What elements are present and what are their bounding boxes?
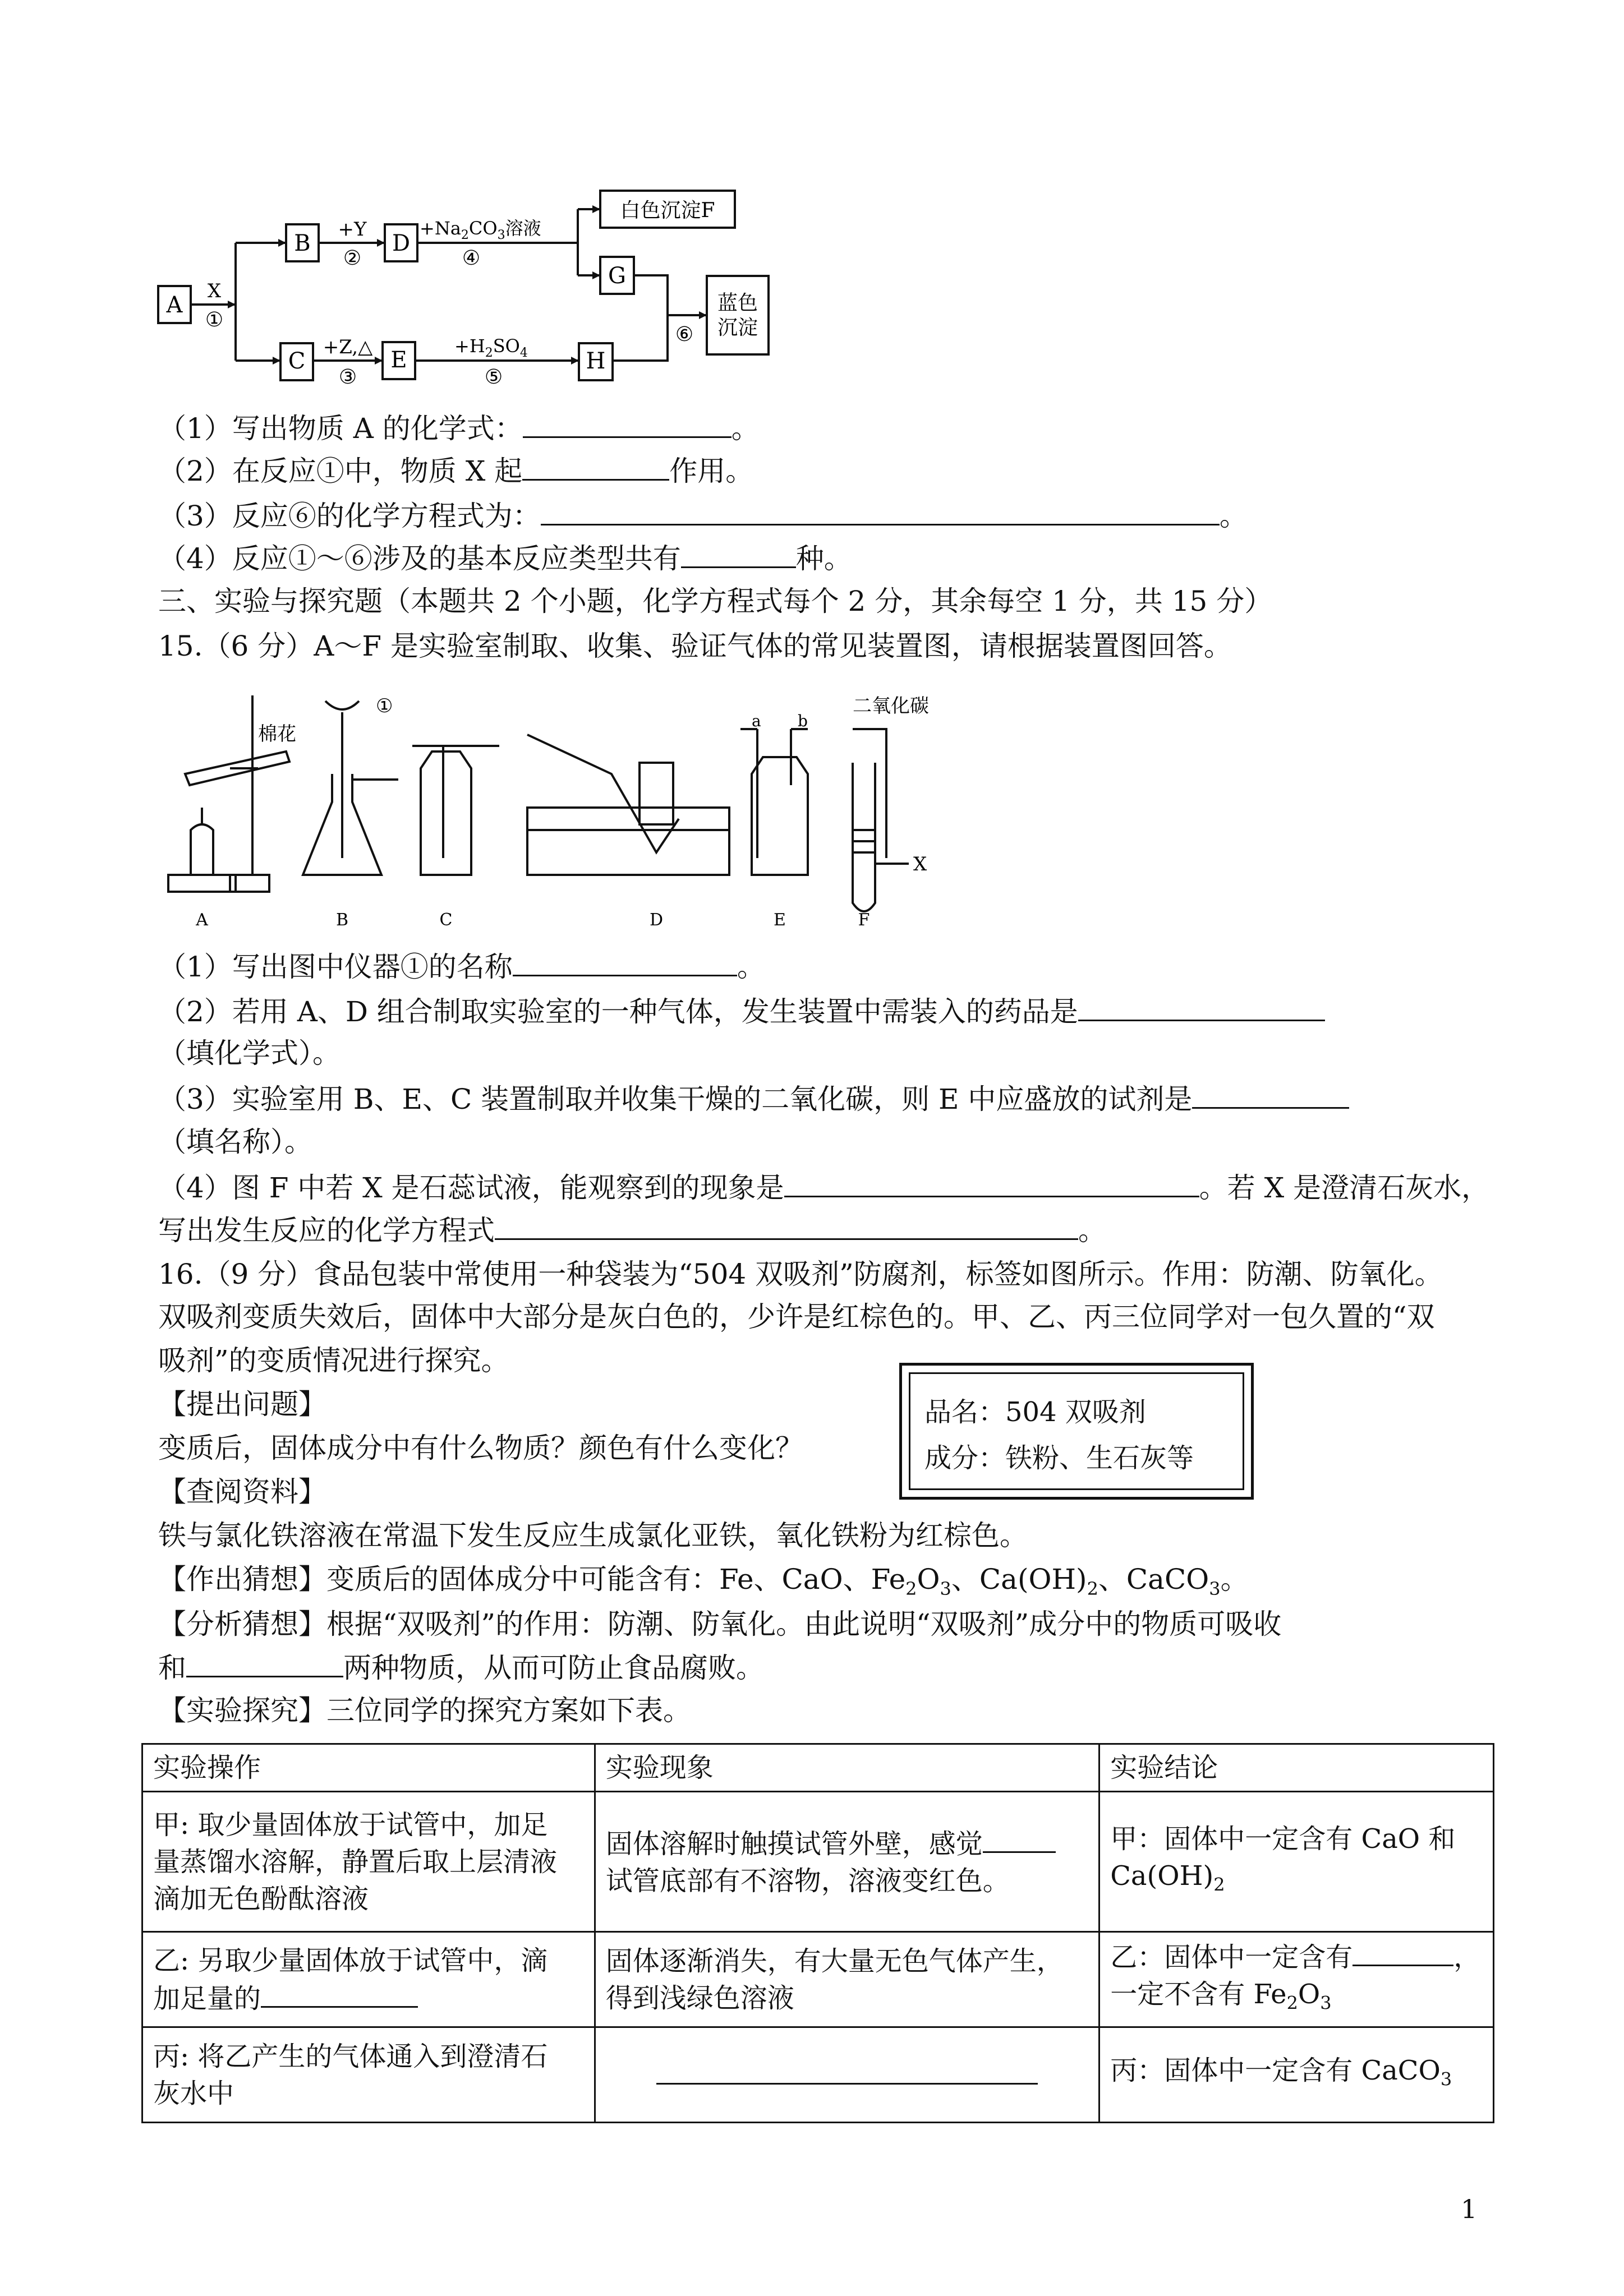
section-3-heading: 三、实验与探究题（本题共 2 个小题，化学方程式每个 2 分，其余每空 1 分，共 15 分）	[158, 585, 1273, 617]
row1-conclusion: 甲：固体中一定含有 CaO 和 $Ca(OH)_2$	[1099, 1792, 1494, 1932]
q16-absorb-blank[interactable]	[186, 1649, 343, 1677]
flow-step-5: ⑤	[484, 366, 503, 389]
flow-step-6: ⑥	[675, 323, 694, 346]
flow-step-1: ①	[205, 308, 224, 331]
q15-answer-1-blank[interactable]	[513, 948, 737, 976]
row2-reagent-blank[interactable]	[261, 1979, 418, 2008]
apparatus-f-tube	[853, 763, 875, 911]
flow-reagent-na2co3: $+Na_2CO_3$溶液	[420, 218, 541, 242]
apparatus-c-jar	[421, 751, 471, 875]
row3-phenomenon-blank[interactable]	[656, 2056, 1038, 2085]
row1-phenomenon: 固体溶解时触摸试管外壁，感觉 试管底部有不溶物，溶液变红色。	[595, 1792, 1099, 1932]
port-a-label: a	[752, 712, 761, 730]
flow-node-c: C	[288, 348, 306, 374]
q16-intro-3: 吸剂”的变质情况进行探究。	[158, 1344, 509, 1377]
q16-heading-ref: 【查阅资料】	[158, 1476, 326, 1508]
table-header-row	[142, 1744, 1494, 1792]
q14-answer-1-blank[interactable]	[523, 409, 732, 438]
q15-line-3-cont: （填名称）。	[158, 1126, 312, 1158]
table-row	[142, 1932, 1494, 2027]
row3-operation: 丙: 将乙产生的气体通入到澄清石 灰水中	[142, 2027, 595, 2123]
q15-line-1: （1）写出图中仪器①的名称 。	[158, 948, 765, 985]
experiment-table	[141, 1743, 1494, 2123]
product-composition: 成分：铁粉、生石灰等	[924, 1442, 1194, 1474]
q14-line-2: （2）在反应①中，物质 X 起 作用。	[158, 452, 753, 489]
flow-node-g: G	[608, 263, 626, 289]
port-b-label: b	[798, 712, 808, 730]
q15-answer-5-blank[interactable]	[495, 1211, 1078, 1240]
product-name: 品名：504 双吸剂	[924, 1396, 1146, 1428]
apparatus-label-a: A	[196, 910, 208, 930]
q14-line-4: （4）反应①～⑥涉及的基本反应类型共有 种。	[158, 540, 852, 577]
flow-node-blue-1: 蓝色	[717, 292, 758, 315]
flow-reagent-x: X	[207, 280, 222, 302]
header-phenomenon: 实验现象	[595, 1744, 1099, 1792]
q15-line-2: （2）若用 A、D 组合制取实验室的一种气体，发生装置中需装入的药品是	[158, 993, 1325, 1030]
q15-line-5: 写出发生反应的化学方程式 。	[158, 1211, 1106, 1248]
row2-phenomenon: 固体逐渐消失，有大量无色气体产生， 得到浅绿色溶液	[595, 1932, 1099, 2027]
co2-label: 二氧化碳	[853, 695, 929, 717]
apparatus-label-d: D	[649, 910, 664, 930]
row1-feel-blank[interactable]	[983, 1824, 1056, 1853]
q14-answer-3-blank[interactable]	[541, 497, 1220, 525]
q16-question: 变质后，固体成分中有什么物质？颜色有什么变化？	[158, 1432, 803, 1464]
row1-operation: 甲: 取少量固体放于试管中，加足 量蒸馏水溶解，静置后取上层清液 滴加无色酚酞溶液	[142, 1792, 595, 1932]
apparatus-label-e: E	[774, 910, 786, 930]
flow-step-3: ③	[338, 366, 357, 389]
flow-node-a: A	[166, 292, 183, 318]
q14-line-1: （1）写出物质 A 的化学式： 。	[158, 409, 760, 446]
q15-answer-3-blank[interactable]	[1192, 1080, 1349, 1109]
apparatus-label-f: F	[858, 910, 870, 930]
q15-answer-4-blank[interactable]	[784, 1169, 1199, 1197]
flow-node-h: H	[586, 348, 606, 374]
page-number: 1	[1461, 2194, 1478, 2224]
apparatus-a-base	[168, 875, 236, 892]
reaction-flow-diagram	[151, 179, 808, 404]
cotton-label: 棉花	[258, 723, 296, 745]
row2-operation: 乙: 另取少量固体放于试管中，滴 加足量的	[142, 1932, 595, 2027]
q15-line-2-cont: （填化学式）。	[158, 1037, 341, 1069]
q16-guess: 【作出猜想】变质后的固体成分中可能含有：Fe、CaO、$Fe_2O_3$、$Ca(OH)_2$、CaCO$_3$。	[158, 1563, 1249, 1599]
apparatus-e-bottle	[752, 757, 808, 875]
apparatus-d-trough	[527, 808, 729, 875]
instrument-1-label: ①	[376, 695, 393, 717]
flow-step-2: ②	[343, 247, 362, 270]
flow-reagent-h2so4: $+H_2SO_4$	[454, 335, 528, 360]
header-conclusion: 实验结论	[1099, 1744, 1494, 1792]
row3-phenomenon	[595, 2027, 1099, 2123]
q14-line-3: （3）反应⑥的化学方程式为： 。	[158, 497, 1248, 534]
apparatus-figure	[157, 690, 1021, 937]
x-label: X	[913, 853, 927, 875]
alcohol-lamp	[191, 824, 213, 875]
q16-analyze-2: 和 两种物质，从而可防止食品腐败。	[158, 1649, 764, 1686]
q16-intro-1: 16.（9 分）食品包装中常使用一种袋装为“504 双吸剂”防腐剂，标签如图所示。作用：防潮、防氧化。	[158, 1258, 1443, 1290]
q16-ref: 铁与氯化铁溶液在常温下发生反应生成氯化亚铁，氧化铁粉为红棕色。	[158, 1519, 1028, 1552]
apparatus-label-b: B	[335, 910, 349, 930]
q16-heading-question: 【提出问题】	[158, 1388, 326, 1421]
q16-explore: 【实验探究】三位同学的探究方案如下表。	[158, 1694, 691, 1727]
q15-answer-2-blank[interactable]	[1078, 993, 1325, 1021]
flow-node-f: 白色沉淀F	[620, 199, 715, 222]
flow-node-e: E	[390, 347, 407, 373]
q15-line-4: （4）图 F 中若 X 是石蕊试液，能观察到的现象是 。若 X 是澄清石灰水，	[158, 1169, 1489, 1206]
row2-contains-blank[interactable]	[1352, 1938, 1453, 1966]
q16-analyze-1: 【分析猜想】根据“双吸剂”的作用：防潮、防氧化。由此说明“双吸剂”成分中的物质可吸收	[158, 1608, 1282, 1640]
q15-line-3: （3）实验室用 B、E、C 装置制取并收集干燥的二氧化碳，则 E 中应盛放的试剂是	[158, 1080, 1349, 1117]
flow-reagent-y: +Y	[338, 218, 367, 241]
q14-answer-2-blank[interactable]	[522, 452, 669, 481]
table-row	[142, 1792, 1494, 1932]
row3-conclusion: 丙：固体中一定含有 CaCO$_3$	[1099, 2027, 1494, 2123]
flow-node-d: D	[392, 230, 411, 256]
table-row	[142, 2027, 1494, 2123]
apparatus-labels	[195, 910, 869, 930]
q14-answer-4-blank[interactable]	[681, 540, 796, 568]
flow-step-4: ④	[462, 247, 481, 270]
apparatus-label-c: C	[439, 910, 453, 930]
flow-node-b: B	[294, 230, 311, 256]
q16-intro-2: 双吸剂变质失效后，固体中大部分是灰白色的，少许是红棕色的。甲、乙、丙三位同学对一包久置的“双	[158, 1301, 1435, 1333]
header-operation: 实验操作	[142, 1744, 595, 1792]
flow-node-blue-2: 沉淀	[717, 316, 758, 339]
row2-conclusion: 乙：固体中一定含有 ， 一定不含有 $Fe_2O_3$	[1099, 1932, 1494, 2027]
flow-reagent-z: +Z,△	[323, 336, 373, 358]
q15-intro: 15.（6 分）A～F 是实验室制取、收集、验证气体的常见装置图，请根据装置图回答。	[158, 630, 1232, 662]
product-label-box	[899, 1363, 1254, 1500]
